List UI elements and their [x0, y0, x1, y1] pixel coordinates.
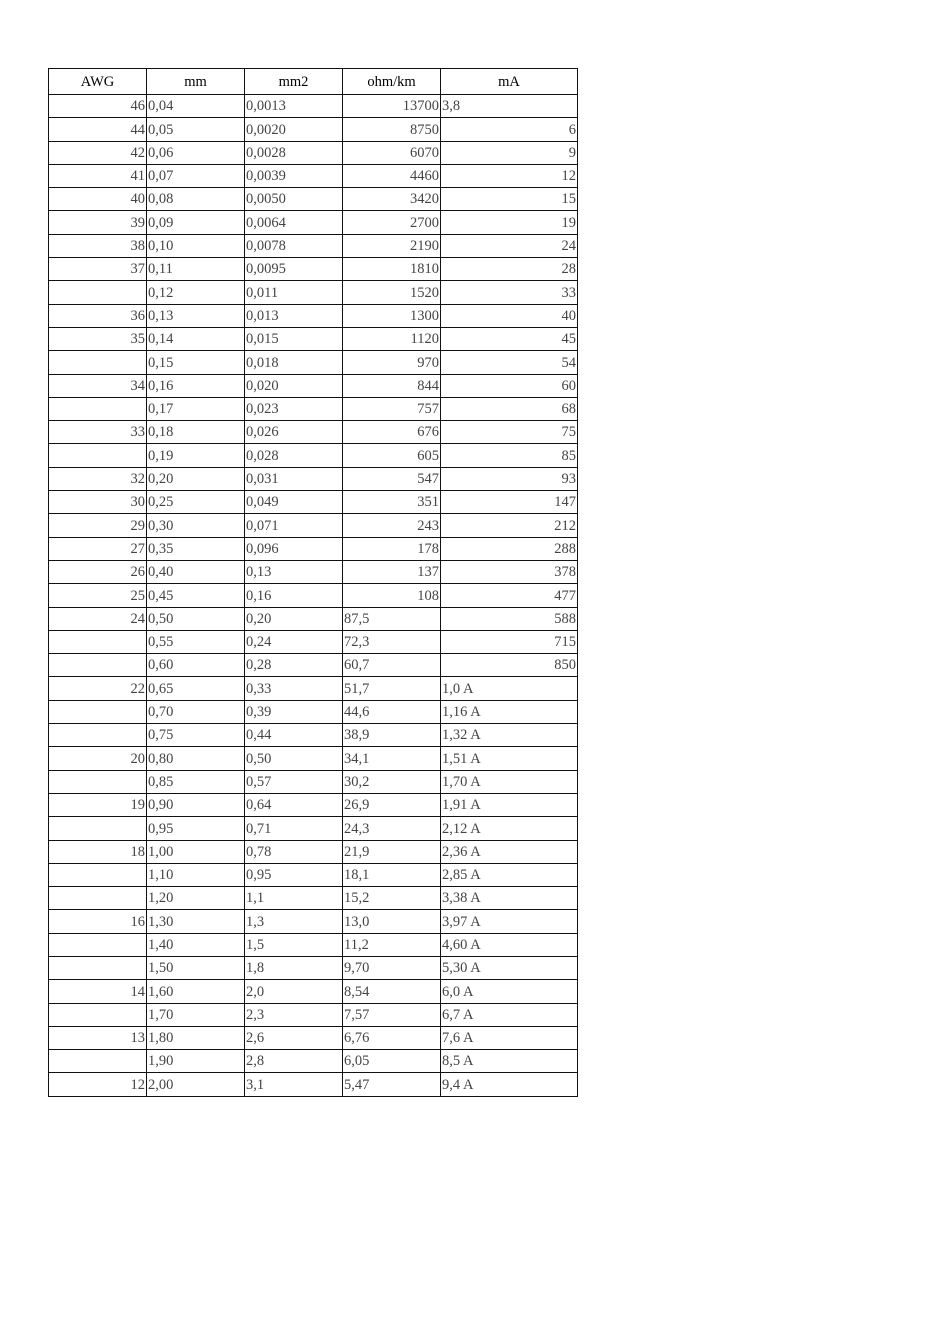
- mm2-cell: 0,049: [245, 491, 343, 514]
- awg-cell: 42: [49, 141, 147, 164]
- ohm-km-cell: 844: [343, 374, 441, 397]
- awg-cell: [49, 397, 147, 420]
- ohm-km-cell: 18,1: [343, 863, 441, 886]
- ohm-km-cell: 970: [343, 351, 441, 374]
- mm-cell: 0,10: [147, 234, 245, 257]
- table-row: [49, 793, 578, 816]
- mm2-cell: 2,3: [245, 1003, 343, 1026]
- ma-cell: 54: [441, 351, 578, 374]
- table-row: [49, 1003, 578, 1026]
- table-row: [49, 374, 578, 397]
- mm-cell: 0,12: [147, 281, 245, 304]
- ohm-km-cell: 60,7: [343, 654, 441, 677]
- table-row: [49, 724, 578, 747]
- ma-cell: 85: [441, 444, 578, 467]
- ohm-km-cell: 676: [343, 421, 441, 444]
- ma-cell: 33: [441, 281, 578, 304]
- ma-cell: 24: [441, 234, 578, 257]
- ohm-km-cell: 11,2: [343, 933, 441, 956]
- header-awg: AWG: [49, 69, 147, 95]
- awg-cell: 44: [49, 118, 147, 141]
- ma-cell: 8,5 A: [441, 1050, 578, 1073]
- awg-cell: 22: [49, 677, 147, 700]
- awg-cell: [49, 724, 147, 747]
- table-row: [49, 351, 578, 374]
- ohm-km-cell: 8,54: [343, 980, 441, 1003]
- awg-cell: 13: [49, 1026, 147, 1049]
- ohm-km-cell: 8750: [343, 118, 441, 141]
- ma-cell: 60: [441, 374, 578, 397]
- ma-cell: 1,91 A: [441, 793, 578, 816]
- mm-cell: 0,14: [147, 327, 245, 350]
- table-row: [49, 887, 578, 910]
- ma-cell: 3,38 A: [441, 887, 578, 910]
- mm2-cell: 0,33: [245, 677, 343, 700]
- ma-cell: 68: [441, 397, 578, 420]
- awg-cell: 46: [49, 95, 147, 118]
- table-row: [49, 258, 578, 281]
- mm-cell: 0,15: [147, 351, 245, 374]
- mm2-cell: 0,0064: [245, 211, 343, 234]
- ma-cell: 45: [441, 327, 578, 350]
- ma-cell: 1,51 A: [441, 747, 578, 770]
- mm2-cell: 0,0050: [245, 188, 343, 211]
- mm2-cell: 1,3: [245, 910, 343, 933]
- table-row: [49, 141, 578, 164]
- awg-cell: [49, 887, 147, 910]
- table-row: [49, 910, 578, 933]
- table-row: [49, 747, 578, 770]
- ohm-km-cell: 26,9: [343, 793, 441, 816]
- mm2-cell: 0,13: [245, 560, 343, 583]
- ma-cell: 3,97 A: [441, 910, 578, 933]
- ma-cell: 3,8: [441, 95, 578, 118]
- ohm-km-cell: 24,3: [343, 817, 441, 840]
- mm-cell: 0,25: [147, 491, 245, 514]
- mm2-cell: 0,95: [245, 863, 343, 886]
- mm2-cell: 1,5: [245, 933, 343, 956]
- mm-cell: 1,40: [147, 933, 245, 956]
- awg-cell: 32: [49, 467, 147, 490]
- ma-cell: 12: [441, 164, 578, 187]
- mm-cell: 0,40: [147, 560, 245, 583]
- table-row: [49, 677, 578, 700]
- table-row: [49, 211, 578, 234]
- ma-cell: 75: [441, 421, 578, 444]
- ma-cell: 1,32 A: [441, 724, 578, 747]
- ma-cell: 93: [441, 467, 578, 490]
- table-row: [49, 188, 578, 211]
- ma-cell: 212: [441, 514, 578, 537]
- ma-cell: 850: [441, 654, 578, 677]
- mm2-cell: 0,0095: [245, 258, 343, 281]
- mm2-cell: 0,64: [245, 793, 343, 816]
- table-row: [49, 630, 578, 653]
- ohm-km-cell: 4460: [343, 164, 441, 187]
- mm-cell: 0,45: [147, 584, 245, 607]
- awg-cell: 26: [49, 560, 147, 583]
- mm-cell: 0,06: [147, 141, 245, 164]
- mm2-cell: 0,031: [245, 467, 343, 490]
- ohm-km-cell: 5,47: [343, 1073, 441, 1096]
- ma-cell: 288: [441, 537, 578, 560]
- table-row: [49, 933, 578, 956]
- ohm-km-cell: 9,70: [343, 956, 441, 979]
- table-row: [49, 467, 578, 490]
- ohm-km-cell: 44,6: [343, 700, 441, 723]
- table-body: [49, 95, 578, 1097]
- awg-cell: 16: [49, 910, 147, 933]
- ohm-km-cell: 547: [343, 467, 441, 490]
- mm2-cell: 0,023: [245, 397, 343, 420]
- mm2-cell: 2,8: [245, 1050, 343, 1073]
- mm-cell: 0,07: [147, 164, 245, 187]
- ma-cell: 28: [441, 258, 578, 281]
- ma-cell: 1,70 A: [441, 770, 578, 793]
- mm2-cell: 1,1: [245, 887, 343, 910]
- awg-cell: 27: [49, 537, 147, 560]
- ma-cell: 4,60 A: [441, 933, 578, 956]
- table-row: [49, 1050, 578, 1073]
- mm2-cell: 0,028: [245, 444, 343, 467]
- ohm-km-cell: 13700: [343, 95, 441, 118]
- awg-cell: 12: [49, 1073, 147, 1096]
- mm2-cell: 0,71: [245, 817, 343, 840]
- awg-cell: [49, 654, 147, 677]
- ohm-km-cell: 1120: [343, 327, 441, 350]
- mm-cell: 0,13: [147, 304, 245, 327]
- awg-cell: [49, 281, 147, 304]
- table-row: [49, 840, 578, 863]
- header-mm2: mm2: [245, 69, 343, 95]
- table-row: [49, 327, 578, 350]
- ohm-km-cell: 108: [343, 584, 441, 607]
- ma-cell: 5,30 A: [441, 956, 578, 979]
- mm-cell: 1,10: [147, 863, 245, 886]
- ohm-km-cell: 2190: [343, 234, 441, 257]
- mm-cell: 0,90: [147, 793, 245, 816]
- awg-cell: [49, 817, 147, 840]
- awg-cell: 30: [49, 491, 147, 514]
- ma-cell: 6,0 A: [441, 980, 578, 1003]
- awg-cell: [49, 444, 147, 467]
- header-row: [49, 69, 578, 95]
- ma-cell: 588: [441, 607, 578, 630]
- table-row: [49, 95, 578, 118]
- mm-cell: 0,85: [147, 770, 245, 793]
- table-row: [49, 421, 578, 444]
- mm-cell: 1,20: [147, 887, 245, 910]
- mm-cell: 0,05: [147, 118, 245, 141]
- ohm-km-cell: 30,2: [343, 770, 441, 793]
- awg-cell: [49, 1050, 147, 1073]
- mm2-cell: 0,0020: [245, 118, 343, 141]
- ohm-km-cell: 351: [343, 491, 441, 514]
- ohm-km-cell: 1810: [343, 258, 441, 281]
- ohm-km-cell: 87,5: [343, 607, 441, 630]
- ma-cell: 147: [441, 491, 578, 514]
- mm2-cell: 0,50: [245, 747, 343, 770]
- ohm-km-cell: 6,05: [343, 1050, 441, 1073]
- awg-cell: 36: [49, 304, 147, 327]
- mm-cell: 0,30: [147, 514, 245, 537]
- table-row: [49, 1026, 578, 1049]
- ma-cell: 9: [441, 141, 578, 164]
- mm-cell: 0,11: [147, 258, 245, 281]
- mm2-cell: 3,1: [245, 1073, 343, 1096]
- mm2-cell: 0,0078: [245, 234, 343, 257]
- table-row: [49, 607, 578, 630]
- table-row: [49, 560, 578, 583]
- mm-cell: 0,80: [147, 747, 245, 770]
- awg-cell: 34: [49, 374, 147, 397]
- ohm-km-cell: 2700: [343, 211, 441, 234]
- ohm-km-cell: 1520: [343, 281, 441, 304]
- awg-cell: 19: [49, 793, 147, 816]
- awg-cell: [49, 630, 147, 653]
- ohm-km-cell: 137: [343, 560, 441, 583]
- mm-cell: 1,90: [147, 1050, 245, 1073]
- mm2-cell: 0,39: [245, 700, 343, 723]
- table-row: [49, 164, 578, 187]
- mm2-cell: 0,24: [245, 630, 343, 653]
- mm-cell: 0,09: [147, 211, 245, 234]
- ohm-km-cell: 757: [343, 397, 441, 420]
- mm-cell: 0,08: [147, 188, 245, 211]
- mm-cell: 0,04: [147, 95, 245, 118]
- awg-cell: [49, 933, 147, 956]
- awg-cell: [49, 700, 147, 723]
- table-row: [49, 234, 578, 257]
- ohm-km-cell: 38,9: [343, 724, 441, 747]
- awg-cell: 24: [49, 607, 147, 630]
- mm-cell: 0,65: [147, 677, 245, 700]
- table-row: [49, 537, 578, 560]
- table-row: [49, 444, 578, 467]
- ohm-km-cell: 15,2: [343, 887, 441, 910]
- awg-cell: [49, 1003, 147, 1026]
- ohm-km-cell: 51,7: [343, 677, 441, 700]
- mm-cell: 1,50: [147, 956, 245, 979]
- ma-cell: 715: [441, 630, 578, 653]
- table-row: [49, 304, 578, 327]
- mm-cell: 0,20: [147, 467, 245, 490]
- mm2-cell: 0,096: [245, 537, 343, 560]
- mm2-cell: 0,0039: [245, 164, 343, 187]
- awg-cell: 14: [49, 980, 147, 1003]
- mm2-cell: 0,0028: [245, 141, 343, 164]
- awg-cell: [49, 351, 147, 374]
- mm2-cell: 0,28: [245, 654, 343, 677]
- mm2-cell: 0,026: [245, 421, 343, 444]
- ohm-km-cell: 178: [343, 537, 441, 560]
- ma-cell: 378: [441, 560, 578, 583]
- awg-cell: 20: [49, 747, 147, 770]
- header-ma: mA: [441, 69, 578, 95]
- awg-cell: 41: [49, 164, 147, 187]
- mm2-cell: 0,20: [245, 607, 343, 630]
- awg-cell: 39: [49, 211, 147, 234]
- ma-cell: 19: [441, 211, 578, 234]
- mm-cell: 0,95: [147, 817, 245, 840]
- ohm-km-cell: 21,9: [343, 840, 441, 863]
- mm2-cell: 2,0: [245, 980, 343, 1003]
- table-row: [49, 1073, 578, 1096]
- mm-cell: 0,70: [147, 700, 245, 723]
- mm-cell: 1,70: [147, 1003, 245, 1026]
- mm2-cell: 0,020: [245, 374, 343, 397]
- mm2-cell: 0,78: [245, 840, 343, 863]
- mm2-cell: 0,44: [245, 724, 343, 747]
- header-mm: mm: [147, 69, 245, 95]
- table-row: [49, 281, 578, 304]
- ma-cell: 7,6 A: [441, 1026, 578, 1049]
- table-row: [49, 863, 578, 886]
- ma-cell: 2,36 A: [441, 840, 578, 863]
- table-row: [49, 956, 578, 979]
- ma-cell: 2,12 A: [441, 817, 578, 840]
- ma-cell: 9,4 A: [441, 1073, 578, 1096]
- table-row: [49, 491, 578, 514]
- ma-cell: 2,85 A: [441, 863, 578, 886]
- mm-cell: 0,16: [147, 374, 245, 397]
- awg-cell: 38: [49, 234, 147, 257]
- mm2-cell: 0,018: [245, 351, 343, 374]
- mm-cell: 0,50: [147, 607, 245, 630]
- ohm-km-cell: 13,0: [343, 910, 441, 933]
- ohm-km-cell: 3420: [343, 188, 441, 211]
- ma-cell: 15: [441, 188, 578, 211]
- ohm-km-cell: 1300: [343, 304, 441, 327]
- ohm-km-cell: 72,3: [343, 630, 441, 653]
- ma-cell: 40: [441, 304, 578, 327]
- mm2-cell: 0,0013: [245, 95, 343, 118]
- mm2-cell: 0,16: [245, 584, 343, 607]
- ma-cell: 1,16 A: [441, 700, 578, 723]
- awg-cell: 18: [49, 840, 147, 863]
- table-row: [49, 980, 578, 1003]
- table-row: [49, 654, 578, 677]
- awg-cell: [49, 770, 147, 793]
- ma-cell: 6,7 A: [441, 1003, 578, 1026]
- awg-cell: 35: [49, 327, 147, 350]
- mm-cell: 0,55: [147, 630, 245, 653]
- mm-cell: 0,60: [147, 654, 245, 677]
- awg-cell: [49, 956, 147, 979]
- ohm-km-cell: 6070: [343, 141, 441, 164]
- ma-cell: 477: [441, 584, 578, 607]
- ohm-km-cell: 243: [343, 514, 441, 537]
- mm-cell: 1,60: [147, 980, 245, 1003]
- table-row: [49, 397, 578, 420]
- table-row: [49, 514, 578, 537]
- mm2-cell: 1,8: [245, 956, 343, 979]
- mm2-cell: 0,015: [245, 327, 343, 350]
- mm2-cell: 0,071: [245, 514, 343, 537]
- mm-cell: 1,80: [147, 1026, 245, 1049]
- mm-cell: 1,30: [147, 910, 245, 933]
- mm2-cell: 2,6: [245, 1026, 343, 1049]
- wire-gauge-table: [48, 68, 578, 1097]
- table-row: [49, 817, 578, 840]
- ma-cell: 1,0 A: [441, 677, 578, 700]
- table-row: [49, 584, 578, 607]
- awg-cell: 25: [49, 584, 147, 607]
- mm-cell: 1,00: [147, 840, 245, 863]
- table-row: [49, 118, 578, 141]
- ohm-km-cell: 605: [343, 444, 441, 467]
- mm2-cell: 0,011: [245, 281, 343, 304]
- mm-cell: 0,18: [147, 421, 245, 444]
- awg-cell: 37: [49, 258, 147, 281]
- ohm-km-cell: 7,57: [343, 1003, 441, 1026]
- mm-cell: 0,75: [147, 724, 245, 747]
- mm2-cell: 0,013: [245, 304, 343, 327]
- awg-cell: [49, 863, 147, 886]
- awg-cell: 33: [49, 421, 147, 444]
- ohm-km-cell: 34,1: [343, 747, 441, 770]
- table-row: [49, 700, 578, 723]
- mm-cell: 0,35: [147, 537, 245, 560]
- mm-cell: 0,19: [147, 444, 245, 467]
- table-row: [49, 770, 578, 793]
- ma-cell: 6: [441, 118, 578, 141]
- mm-cell: 0,17: [147, 397, 245, 420]
- mm-cell: 2,00: [147, 1073, 245, 1096]
- awg-cell: 40: [49, 188, 147, 211]
- ohm-km-cell: 6,76: [343, 1026, 441, 1049]
- header-ohm-km: ohm/km: [343, 69, 441, 95]
- mm2-cell: 0,57: [245, 770, 343, 793]
- awg-cell: 29: [49, 514, 147, 537]
